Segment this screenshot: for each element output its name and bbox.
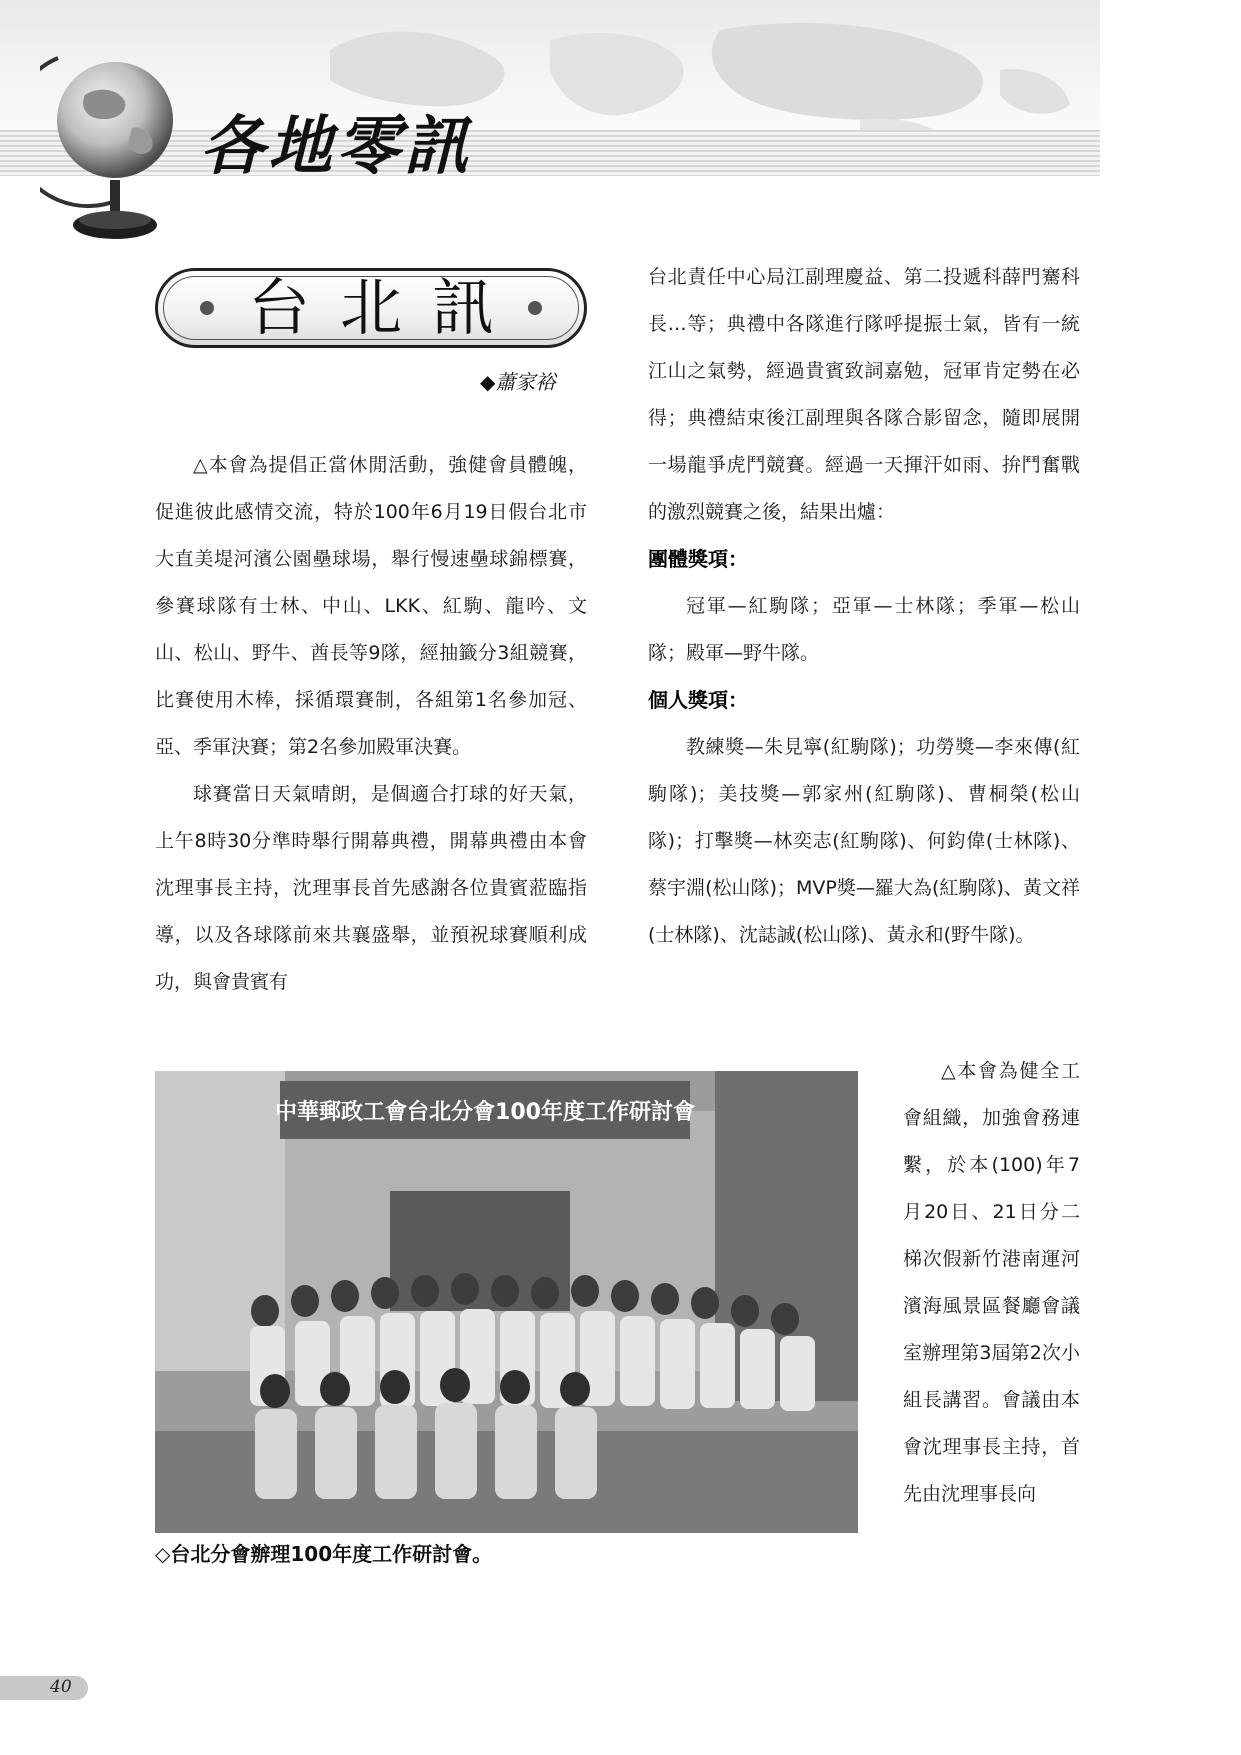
article-title-badge <box>155 268 587 348</box>
section-title: 各地零訊 <box>200 109 472 184</box>
photo-banner-text: 中華郵政工會台北分會100年度工作研討會 <box>275 1100 695 1125</box>
narrow-column <box>903 1048 1080 1518</box>
paragraph-ceremony-continued: 台北責任中心局江副理慶益、第二投遞科薛門騫科長…等；典禮中各隊進行隊呼提振士氣，皆有一統江山之氣勢，經過貴賓致詞嘉勉，冠軍肯定勢在必得；典禮結束後江副理與各隊合影留念，隨即展開一場龍爭虎鬥競賽。經過一天揮汗如雨、拚鬥奮戰的激烈競賽之後，結果出爐： <box>648 266 1080 523</box>
paragraph-opening-ceremony: 球賽當日天氣晴朗，是個適合打球的好天氣，上午8時30分準時舉行開幕典禮，開幕典禮由本會沈理事長主持，沈理事長首先感謝各位貴賓蒞臨指導，以及各球隊前來共襄盛舉，並預祝球賽順利成功，與會貴賓有 <box>155 783 587 993</box>
globe-icon <box>40 40 190 250</box>
team-awards-heading: 團體獎項： <box>648 547 748 571</box>
individual-awards-heading: 個人獎項： <box>648 688 748 712</box>
paragraph-softball-intro: △本會為提倡正當休閒活動，強健會員體魄，促進彼此感情交流，特於100年6月19日假台北市大直美堤河濱公園壘球場，舉行慢速壘球錦標賽，參賽球隊有士林、中山、LKK、紅駒、龍吟、文山、松山、野牛、酋長等9隊，經抽籤分3組競賽，比賽使用木棒，採循環賽制，各組第1名參加冠、亞、季軍決賽；第2名參加殿軍決賽。 <box>155 454 587 758</box>
page-number-tab <box>0 1676 88 1700</box>
right-column <box>648 254 1080 959</box>
author-byline: ◆蕭家裕 <box>480 370 556 394</box>
page-number: 40 <box>50 1677 72 1697</box>
photo-caption: ◇台北分會辦理100年度工作研討會。 <box>155 1542 493 1566</box>
left-column <box>155 442 587 1006</box>
paragraph-workshop: △本會為健全工會組織，加強會務連繫，於本(100)年7月20日、21日分二梯次假新竹港南運河濱海風景區餐廳會議室辦理第3屆第2次小組長講習。會議由本會沈理事長主持，首先由沈理事長向 <box>903 1060 1080 1505</box>
group-photo <box>155 1071 858 1533</box>
article-title: 台北訊 <box>247 271 524 344</box>
team-awards-results: 冠軍—紅駒隊；亞軍—士林隊；季軍—松山隊；殿軍—野牛隊。 <box>648 595 1080 664</box>
individual-awards-results: 教練獎—朱見寧(紅駒隊)；功勞獎—李來傳(紅駒隊)；美技獎—郭家州(紅駒隊)、曹桐榮(松山隊)；打擊獎—林奕志(紅駒隊)、何鈞偉(士林隊)、蔡宇淵(松山隊)；MVP獎—羅大為(紅駒隊)、黃文祥(士林隊)、沈誌誠(松山隊)、黃永和(野牛隊)。 <box>648 736 1080 946</box>
